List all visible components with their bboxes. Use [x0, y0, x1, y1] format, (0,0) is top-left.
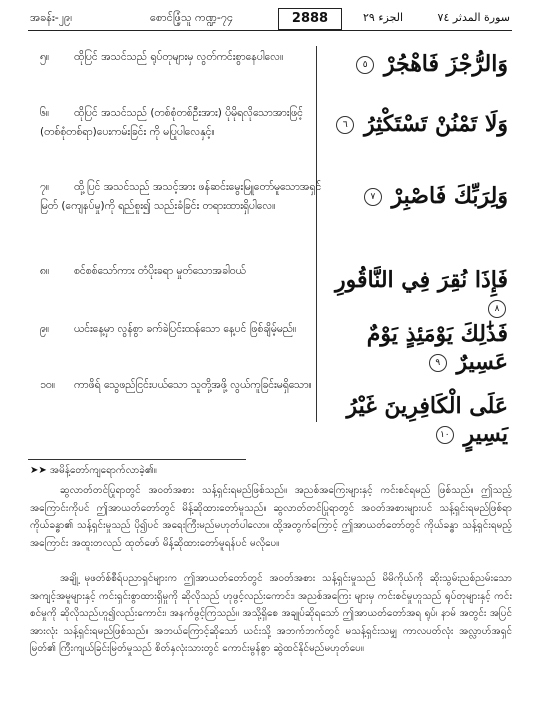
arabic-text: وَالرُّجْزَ فَاهْجُرْ [383, 51, 508, 77]
verse-arabic [318, 182, 508, 210]
verse-arabic [318, 320, 508, 376]
footnote-separator [28, 459, 246, 460]
arabic-text: فَذَٰلِكَ يَوْمَئِذٍ يَوْمٌ عَسِيرٌ [366, 321, 508, 375]
verse-number: ၅။ [40, 51, 50, 63]
arabic-text: عَلَى الْكَافِرِينَ غَيْرُ يَسِيرٍ [346, 393, 508, 447]
header-surah-arabic: سورة المدثر ٧٤ [437, 11, 510, 24]
footnote-paragraph: ဆွလာတ်တင်ပြုရာတွင် အဝတ်အစား သန့်ရှင်းရမည်ဖြစ်သည်။ အညစ်အကြေးများနှင့် ကင်းစင်ရမည် ဖြစ်သည်။ ဤသည့်အကြောင်းကိုပင် ဤအာယတ်တော်တွင် မိန့်ဆိုထားတော်မူသည်။ ဆွလာတ်တင်ပြုရာတွင် အဝတ်အစားများပင် သန့်ရှင်းရမည်ဖြစ်ရာ ကိုယ်ခန္ဓာ၏ သန့်ရှင်းမှုသည် ပို၍ပင် အရေးကြီးမည်မဟုတ်ပါလော။ ထို့အတွက်ကြောင့် ဤအာယတ်တော်တွင် ကိုယ်ခန္ဓာ သန့်ရှင်းရမည့်အကြောင်း အထူးတလည် ထုတ်ဖော် မိန့်ဆိုထားတော်မူရန်ပင် မလိုပေ။ [30, 485, 512, 549]
verse-number: ၉။ [40, 323, 50, 335]
verse-text: ထိုပြင် အသင်သည် (တစ်စုံတစ်ဦးအား) ပိုမိုရလိုသောအားဖြင့် (တစ်စုံတစ်ရာ)ပေးကမ်းခြင်း ကို မပြုပါလေနှင့်။ [40, 107, 303, 138]
ayah-marker: ٩ [429, 354, 447, 372]
ayah-marker: ٥ [356, 56, 374, 74]
footnote-heading: ➤➤ အမိန့်တော်ကျရောက်လာခဲ့၏။ [30, 465, 157, 476]
page-header [28, 8, 512, 31]
verse-text: ထိုပြင် အသင်သည် ရုပ်တုများမှ လွတ်ကင်းစွာနေပါလေ။ [74, 51, 284, 63]
arabic-text: وَلِرَبِّكَ فَاصْبِرْ [391, 183, 508, 209]
page-number: 2888 [278, 8, 342, 30]
verse-text: စင်စစ်သော်ကား တံပိုးခရာ မှုတ်သောအခါဝယ် [74, 265, 246, 277]
footnote-paragraph: အချို့ မုဖတ်စ်စီရ်ပညာရှင်များက ဤအာယတ်တော်တွင် အဝတ်အစား သန့်ရှင်းမှုသည် မိမိကိုယ်ကို ဆိုးသွမ်းညစ်ညမ်းသော အကျင့်အမူများနှင့် ကင်းရှင်းစွာထားရှိမှုကို ဆိုလိုသည် ဟုဖွင့်လည်းကောင်း၊ အညစ်အကြေး များမှ ကင်းစင်မှုဟူသည် ရုပ်တုများနှင့် ကင်းစင်မှုကို ဆိုလိုသည်ဟူ၍လည်းကောင်း၊ အနက်ဖွင့်ကြသည်။ အသို့ရှိစေ အချုပ်ဆိုရသော် ဤအာယတ်တော်အရ ရုပ်၊ နာမ် အတွင်း အပြင် အားလုံး သန့်ရှင်းရမည်ဖြစ်သည်။ အဘယ်ကြောင့်ဆိုသော် ယင်းသို့ အဘက်ဘက်တွင် မသန့်ရှင်းသမျှ ကာလပတ်လုံး အလ္လာဟ်အရှင်မြတ်၏ ကြီးကျယ်ခြင်းမြတ်မှုသည် စိတ်နှလုံးသားတွင် ကောင်းမွန်စွာ ဆွဲထင်နိုင်မည်မဟုတ်ပေ။ [30, 573, 512, 654]
arabic-text: وَلَا تَمْنُنْ تَسْتَكْثِرُ [363, 111, 508, 137]
ayah-marker: ٧ [364, 188, 382, 206]
verse-translation [40, 376, 330, 395]
verse-translation [40, 262, 330, 281]
verse-text: ယင်းနေ့မှာ လွန်စွာ ခက်ခဲပြင်းထန်သော နေ့ပင် ဖြစ်ချိမ့်မည်။ [74, 323, 297, 335]
verse-translation [40, 178, 330, 216]
verse-arabic [318, 110, 508, 138]
arabic-text: فَإِذَا نُقِرَ فِي النَّاقُورِ [334, 267, 508, 293]
header-chapter: အခန်း-၂၉၊ [30, 11, 73, 24]
verse-number: ၇။ [40, 181, 50, 193]
ayah-marker: ٦ [336, 116, 354, 134]
verse-number: ၆။ [40, 107, 50, 119]
verse-translation [40, 320, 330, 339]
header-juz: الجزء ٢٩ [363, 11, 404, 24]
verse-text: ကာဖိရ် သွေဖည်ငြင်းပယ်သော သူတို့အဖို့ လွယ်ကူခြင်းမရှိသော။ [74, 379, 312, 391]
verse-arabic [318, 50, 508, 78]
column-divider [316, 46, 317, 422]
verse-number: ၈။ [40, 265, 50, 277]
ayah-marker: ٨ [488, 300, 506, 318]
verse-number: ၁၀။ [40, 379, 55, 391]
verse-translation [40, 104, 330, 142]
verse-text: ထို့ပြင် အသင်သည် အသင့်အား ဖန်ဆင်းမွေးမြူတော်မူသောအရှင်မြတ် (ကျေနပ်မှု)ကို ရည်စူး၍ သည်းခံခြင်း တရားထားရှိပါလေ။ [40, 181, 322, 212]
verse-arabic [318, 392, 508, 448]
verse-arabic [318, 266, 508, 322]
ayah-marker: ١٠ [436, 426, 454, 444]
verse-translation [40, 48, 330, 67]
header-surah-burmese: စောင်ဖြံ့သူ ကဏ္ဍ-၇၄ [150, 11, 234, 24]
